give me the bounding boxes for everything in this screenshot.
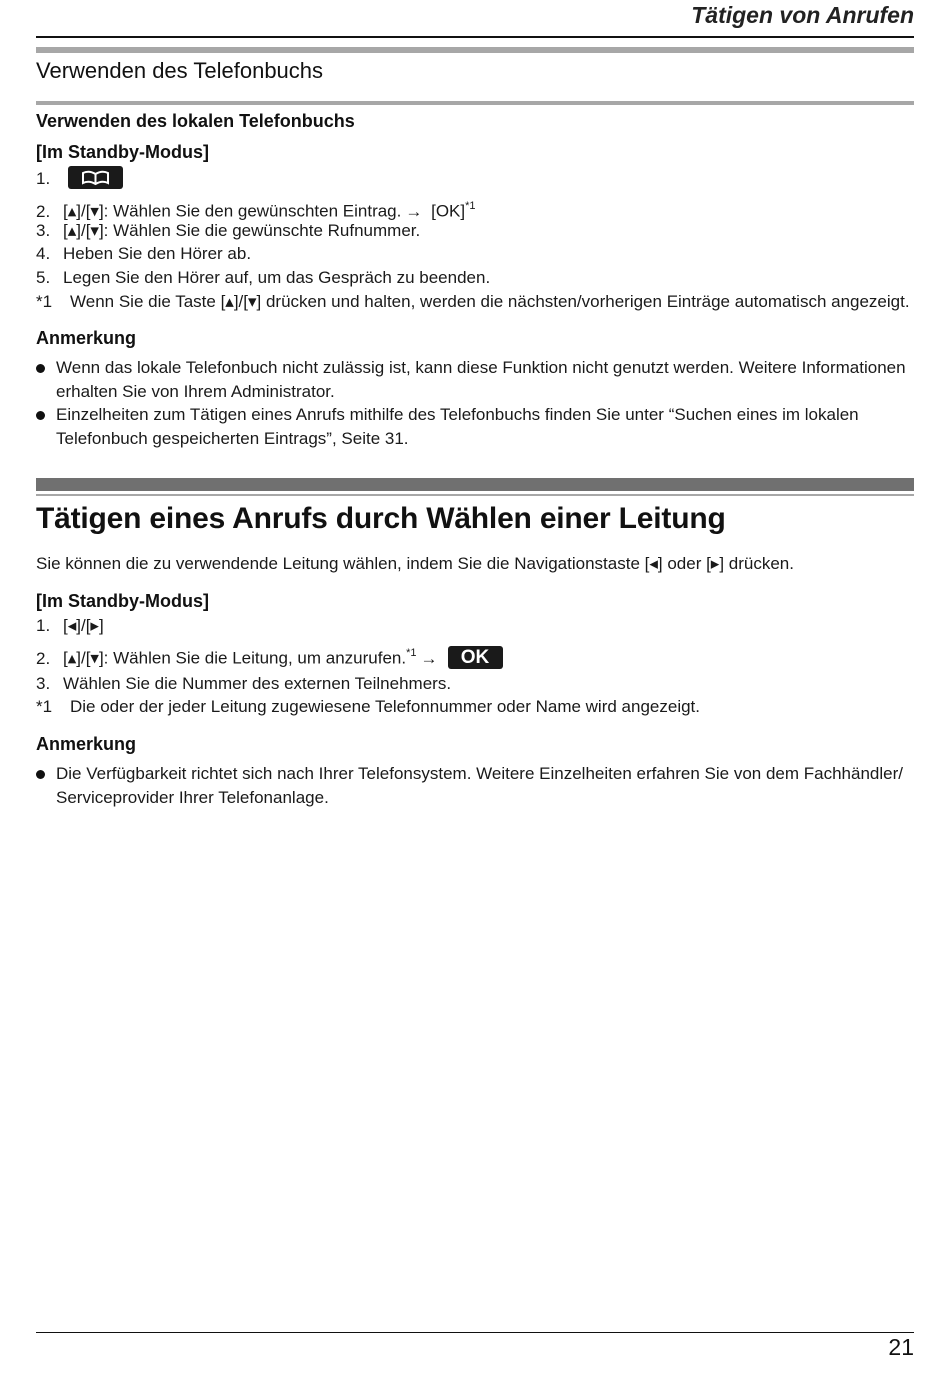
step-text-after: [OK]: [426, 201, 466, 221]
section-title: Tätigen eines Anrufs durch Wählen einer Leitung: [36, 502, 726, 535]
step-3: [36, 220, 420, 242]
section-title: Verwenden des Telefonbuchs: [36, 58, 324, 83]
step-number: 3.: [36, 674, 51, 693]
mode-label: [Im Standby-Modus]: [36, 142, 209, 162]
step-text: Wählen Sie die Nummer des externen Teilnehmers.: [63, 674, 452, 693]
note-title: Anmerkung: [36, 734, 137, 754]
note-text: Die Verfügbarkeit richtet sich nach Ihrer Telefonsystem. Weitere Einzelheiten erfahren Sie von dem Fachhändler/ Serviceprovider Ihrer Telefonanlage.: [56, 764, 903, 807]
step-text: [◂]/[▸]: [63, 616, 104, 635]
step-5: [36, 267, 490, 289]
note-item: [36, 403, 916, 450]
footnote-mark: *1: [36, 292, 53, 311]
step-number: 4.: [36, 244, 51, 263]
step-text: [▴]/[▾]: Wählen Sie den gewünschten Eintrag.: [63, 201, 402, 221]
subsection-title: Verwenden des lokalen Telefonbuchs: [36, 111, 355, 131]
step-4: [36, 243, 251, 265]
intro-text: Sie können die zu verwendende Leitung wählen, indem Sie die Navigationstaste [◂] oder [▸] drücken.: [36, 554, 794, 573]
step-2: [36, 643, 503, 671]
step-1: [36, 615, 104, 637]
step-2: [36, 196, 476, 223]
footnote-mark: *1: [36, 697, 53, 716]
step-number: 3.: [36, 221, 51, 240]
bullet-icon: [36, 770, 45, 779]
section-rule: [36, 47, 914, 53]
step-number: 2.: [36, 201, 51, 221]
footnote-text: Die oder der jeder Leitung zugewiesene Telefonnummer oder Name wird angezeigt.: [70, 697, 700, 716]
ok-key-icon: OK: [448, 646, 503, 669]
subsection-rule: [36, 101, 914, 105]
footnote-ref: *1: [406, 647, 417, 659]
arrow-right-icon: →: [420, 648, 438, 668]
footnote-text: Wenn Sie die Taste [▴]/[▾] drücken und halten, werden die nächsten/vorherigen Einträge automatisch angezeigt.: [70, 292, 910, 311]
note-item: [36, 762, 916, 809]
arrow-right-icon: →: [405, 201, 423, 221]
step-3: [36, 673, 451, 695]
step-text: [▴]/[▾]: Wählen Sie die gewünschte Rufnummer.: [63, 221, 421, 240]
note-text: Einzelheiten zum Tätigen eines Anrufs mithilfe des Telefonbuchs finden Sie unter “Suchen eines im lokalen Telefonbuch gespeicherten Eintrags”, Seite 31.: [56, 405, 859, 448]
step-number: 2.: [36, 648, 51, 668]
step-1: [36, 168, 123, 191]
note-item: [36, 356, 916, 403]
note-title: Anmerkung: [36, 328, 137, 348]
step-number: 5.: [36, 268, 51, 287]
page-header-title: Tätigen von Anrufen: [691, 2, 914, 28]
note-text: Wenn das lokale Telefonbuch nicht zulässig ist, kann diese Funktion nicht genutzt werden. Weitere Informationen erhalten Sie von Ihrem Administrator.: [56, 358, 906, 401]
header-rule: [36, 36, 914, 38]
step-text: [▴]/[▾]: Wählen Sie die Leitung, um anzurufen.: [63, 648, 407, 668]
section-rule: [36, 478, 914, 491]
footnote: [36, 696, 700, 718]
footnote: [36, 291, 910, 313]
step-text: Legen Sie den Hörer auf, um das Gespräch zu beenden.: [63, 268, 491, 287]
phonebook-icon: [68, 166, 123, 189]
section-rule: [36, 494, 914, 496]
footnote-ref: *1: [465, 200, 476, 212]
footer-rule: [36, 1332, 914, 1333]
mode-label: [Im Standby-Modus]: [36, 591, 209, 611]
step-number: 1.: [36, 616, 51, 635]
bullet-icon: [36, 411, 45, 420]
page-number: 21: [888, 1334, 914, 1360]
step-number: 1.: [36, 169, 51, 188]
step-text: Heben Sie den Hörer ab.: [63, 244, 252, 263]
bullet-icon: [36, 364, 45, 373]
